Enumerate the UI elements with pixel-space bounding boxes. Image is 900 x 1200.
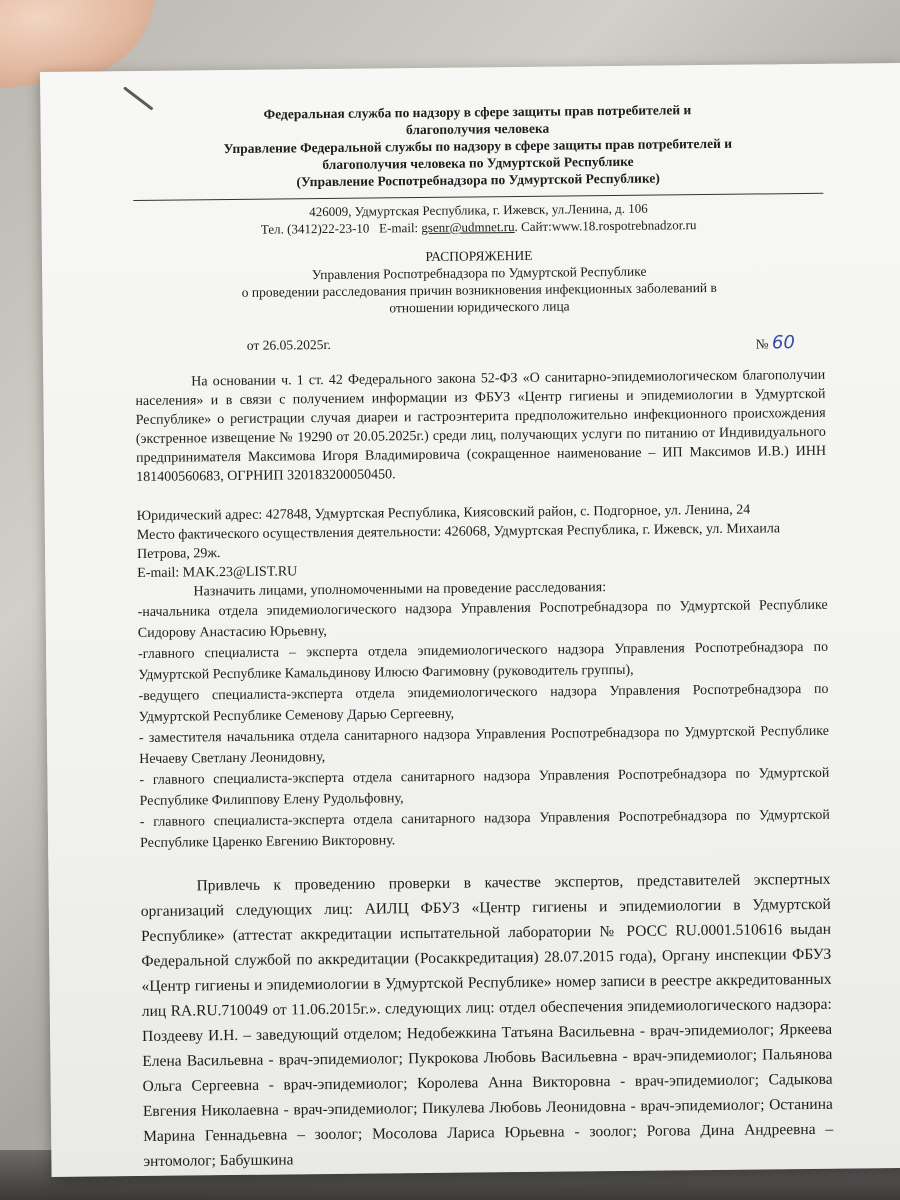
title-line: о проведении расследования причин возникновения инфекционных заболеваний в <box>241 279 717 300</box>
experts-paragraph: Привлечь к проведению проверки в качестве экспертов, представителей экспертных организаций следующих лиц: АИЛЦ ФБУЗ «Центр гигиены и эпидемиологии в Удмуртской Республике» (аттестат аккредитации испытательной лаборатории № РОСС RU.0001.510616 выдан Федеральной службой по аккредитации (Росаккредитация) 28.07.2015 года), Органу инспекции ФБУЗ «Центр гигиены и эпидемиологии в Удмуртской Республике» номер записи в реестре аккредитованных лиц RA.RU.710049 от 11.06.2015г.». следующих лиц: отдел обеспечения эпидемиологического надзора: Поздееву И.Н. – заведующий отделом; Недобежкина Татьяна Васильевна - врач-эпидемиолог; Яркеева Елена Васильевна - врач-эпидемиолог; Пукрокова Любовь Васильевна - врач-эпидемиолог; Пальянова Ольга Сергеевна - врач-эпидемиолог; Королева Анна Викторовна - врач-эпидемиолог; Садыкова Евгения Николаевна - врач-эпидемиолог; Пикулева Любовь Леонидовна - врач-эпидемиолог; Останина Марина Геннадьевна – зоолог; Мосолова Лариса Юрьевна - зоолог; Рогова Дина Андреевна – энтомолог; Бабушкина <box>140 870 834 1170</box>
legal-address: Юридический адрес: 427848, Удмуртская Республика, Киясовский район, с. Подгорное, ул. Ленина, 24 <box>136 502 751 525</box>
office-address: 426009, Удмуртская Республика, г. Ижевск, ул.Ленина, д. 106 <box>309 200 648 220</box>
email-label: E-mail: <box>379 220 419 236</box>
actual-address: Место фактического осуществления деятельности: 426068, Удмуртская Республика, г. Ижевск, ул. Михаила Петрова, 29ж. <box>136 521 781 563</box>
letterhead-line: Федеральная служба по надзору в сфере защиты прав потребителей и <box>263 102 692 122</box>
org-email: E-mail: MAK.23@LIST.RU <box>137 564 298 582</box>
letterhead-line: благополучия человека по Удмуртской Республике <box>322 153 634 173</box>
contacts-block <box>133 198 823 239</box>
appointees-list <box>138 595 831 854</box>
letterhead-line: (Управление Роспотребнадзора по Удмуртской Республике) <box>296 170 660 190</box>
handwritten-number: 60 <box>771 332 795 354</box>
appoint-intro: Назначить лицами, уполномоченными на проведение расследования: <box>193 580 607 600</box>
website: . Сайт:www.18.rospotrebnadzor.ru <box>514 217 697 235</box>
appointee-item: - главного специалиста-эксперта отдела санитарного надзора Управления Роспотребнадзора по Удмуртской Республике Филиппову Елену Рудольфовну, <box>139 765 830 809</box>
title-line: отношении юридического лица <box>389 298 570 316</box>
appointee-item: -начальника отдела эпидемиологического надзора Управления Роспотребнадзора по Удмуртской Республике Сидорову Анастасию Юрьевну, <box>137 597 828 642</box>
letterhead <box>132 100 823 192</box>
letterhead-line: благополучия человека <box>405 120 550 138</box>
date-number-row <box>135 332 825 361</box>
appointee-item: - главного специалиста-эксперта отдела санитарного надзора Управления Роспотребнадзора по Удмуртской Республике Царенко Евгению Викторовну. <box>139 807 830 851</box>
basis-paragraph: На основании ч. 1 ст. 42 Федерального закона 52-ФЗ «О санитарно-эпидемиологическом благополучии населения» и в связи с получением информации из ФБУЗ «Центр гигиены и эпидемиологии в Удмуртской Республике» о регистрации случая диареи и гастроэнтерита предположительно инфекционного происхождения (экстренное извещение № 19290 от 20.05.2025г.) среди лиц, получающих услуги по питанию от Индивидуального предпринимателя Максимова Игоря Владимировича (сокращенное наименование – ИП Максимов И.В.) ИНН 181400560683, ОГРНИП 320183200050450. <box>135 367 827 486</box>
email-link: gsenr@udmnet.ru <box>421 219 515 236</box>
appointee-item: - заместителя начальника отдела санитарного надзора Управления Роспотребнадзора по Удмуртской Республике Нечаеву Светлану Леонидовну, <box>138 723 830 767</box>
appointee-item: -главного специалиста – эксперта отдела эпидемиологического надзора Управления Роспотребнадзора по Удмуртской Республике Камальдинову Илюсю Фагимовну (руководитель группы), <box>138 639 829 684</box>
document-content <box>132 100 833 1174</box>
document-number <box>756 332 795 353</box>
phone: Тел. (3412)22-23-10 <box>260 220 370 237</box>
document-title <box>134 244 825 319</box>
document-sheet <box>40 63 900 1177</box>
title-line: Управления Роспотребнадзора по Удмуртской Республике <box>311 263 647 283</box>
appointee-item: -ведущего специалиста-эксперта отдела эпидемиологического надзора Управления Роспотребнадзора по Удмуртской Республике Семенову Дарью Сергеевну, <box>138 681 829 726</box>
number-label: № <box>755 336 769 352</box>
document-date: от 26.05.2025г. <box>246 336 331 353</box>
letterhead-line: Управление Федеральной службы по надзору в сфере защиты прав потребителей и <box>223 135 733 157</box>
doc-type: РАСПОРЯЖЕНИЕ <box>425 247 533 264</box>
